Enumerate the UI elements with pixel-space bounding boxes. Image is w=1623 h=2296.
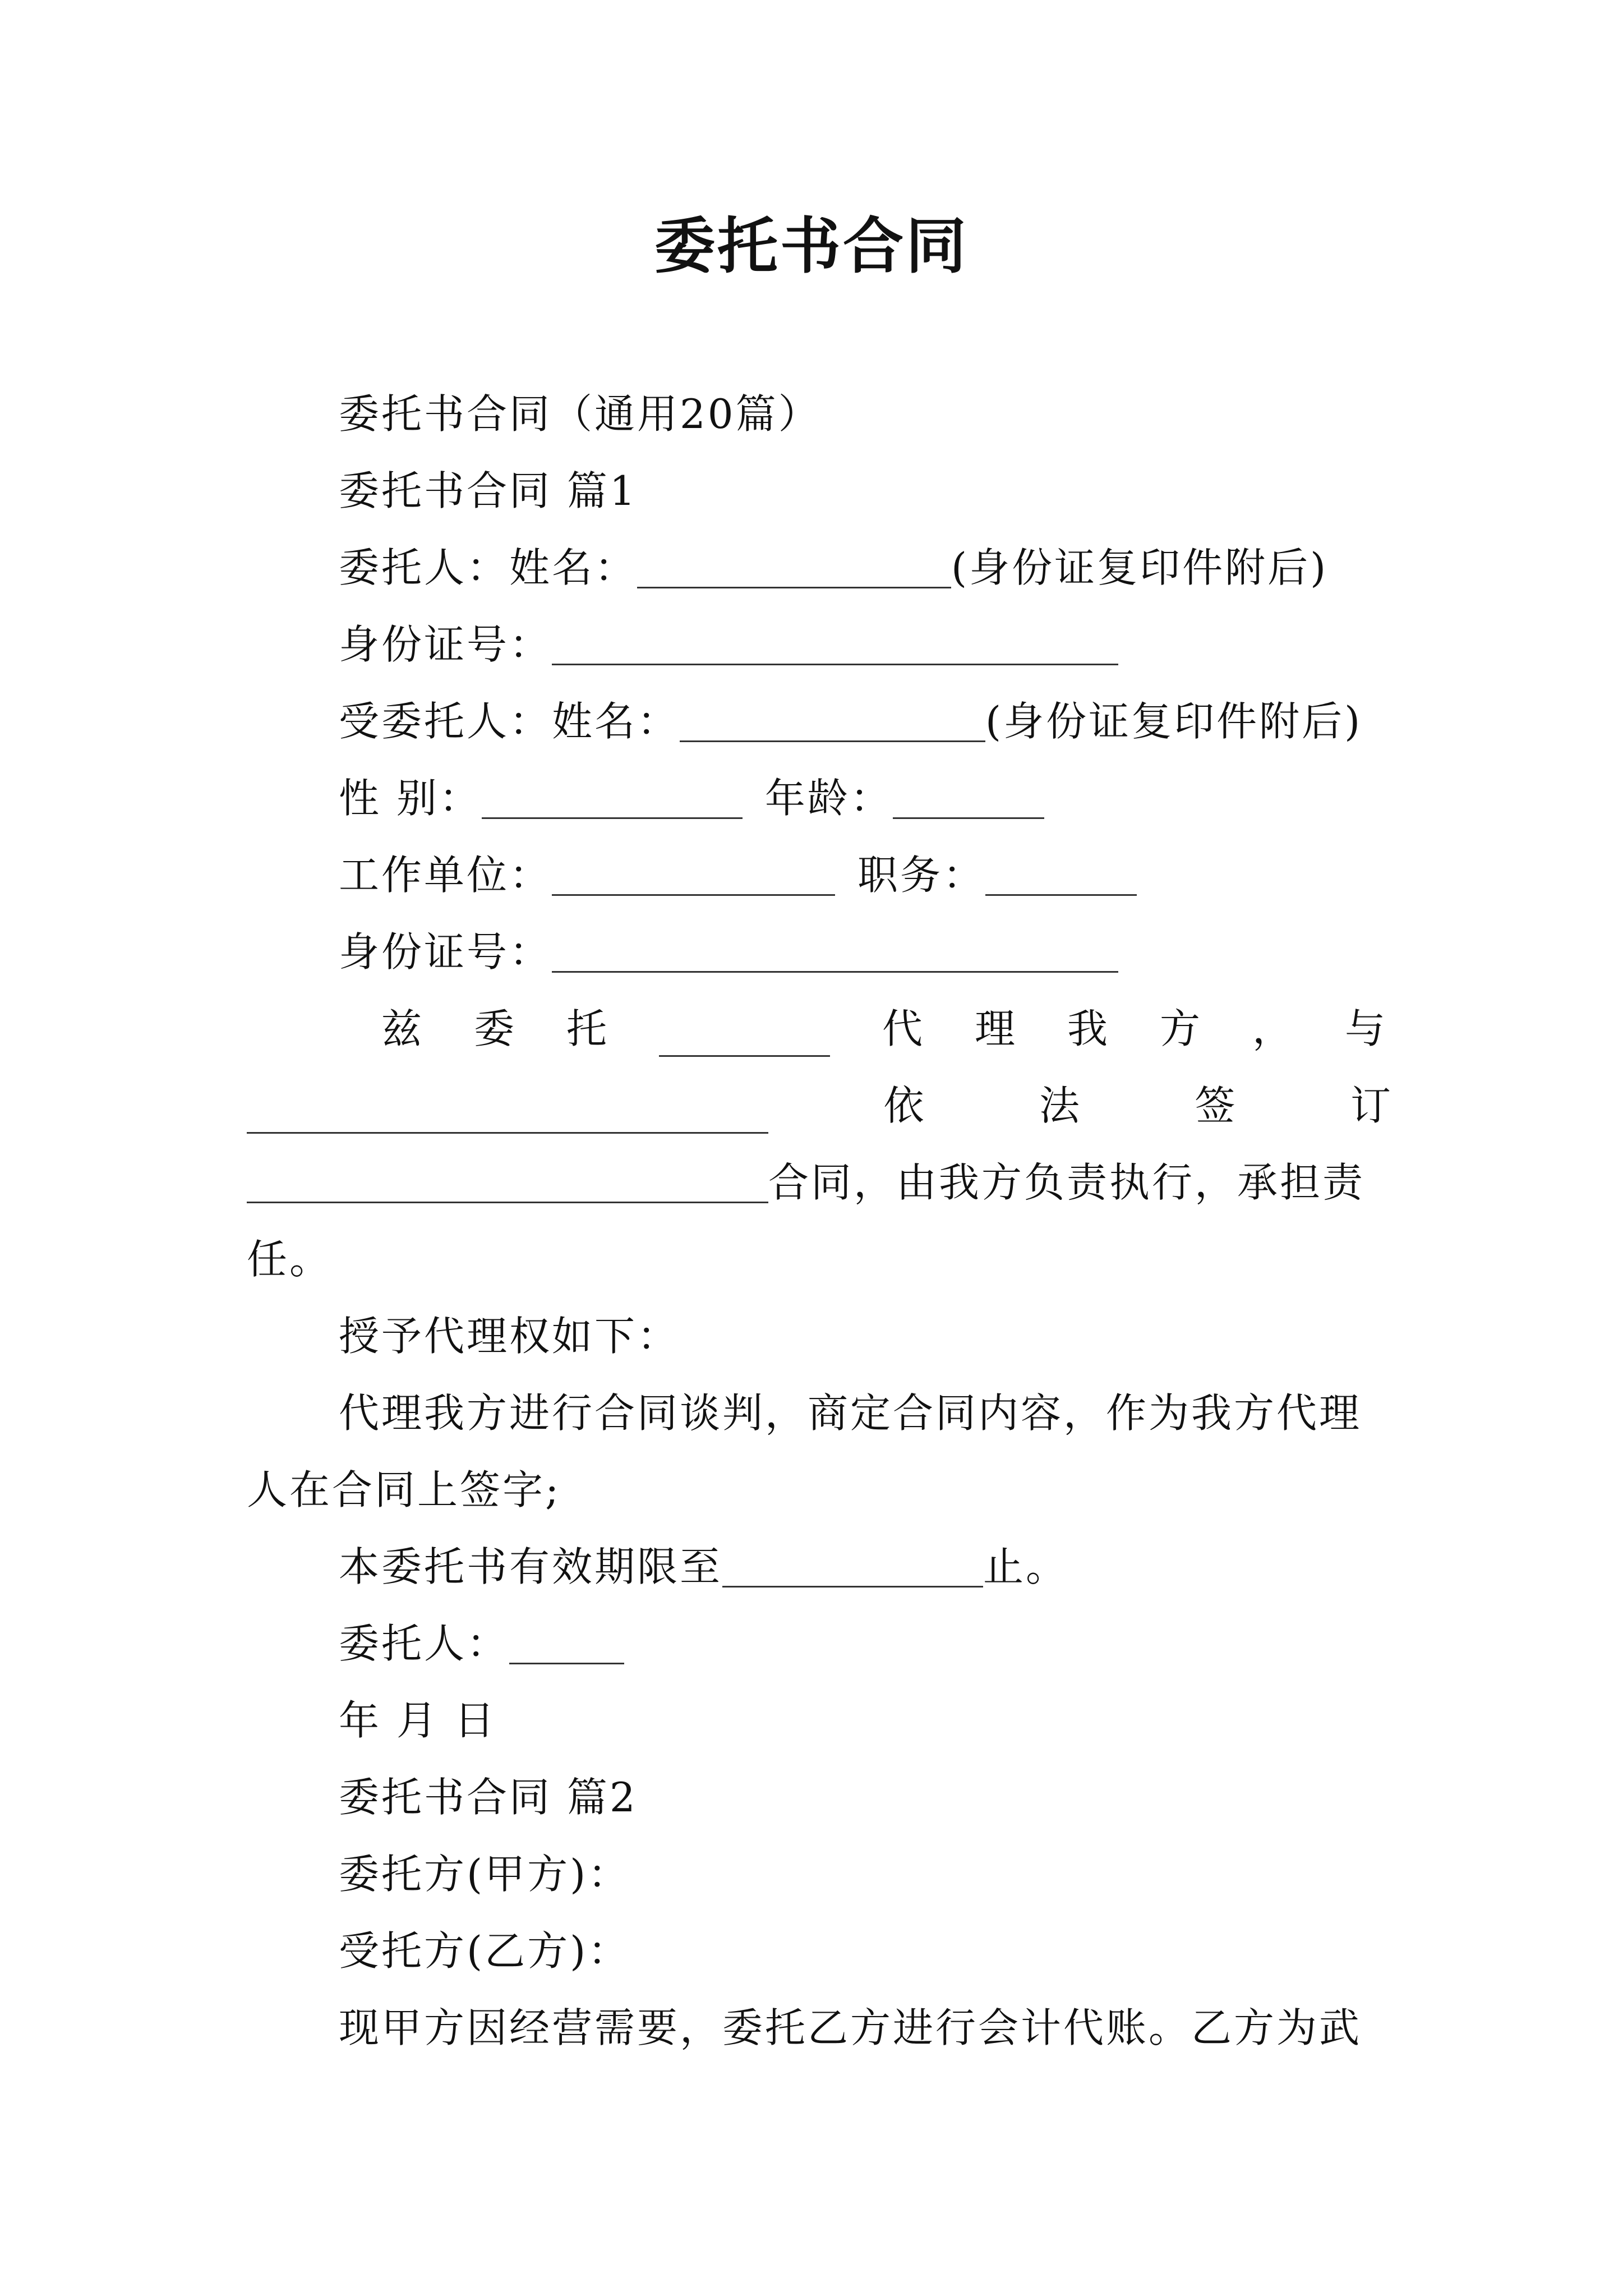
gender-blank[interactable] (482, 784, 743, 819)
document-title: 委托书合同 (654, 211, 969, 282)
id-number-line-2 (339, 924, 1118, 980)
entrust-word: 方 (1159, 1005, 1200, 1052)
agent-name-blank[interactable] (680, 707, 985, 742)
sign-word: 依 (883, 1082, 924, 1129)
agent-blank[interactable] (659, 1022, 830, 1057)
entrust-word: 托 (566, 1005, 607, 1052)
party-b-line: 受托方(乙方)： (339, 1927, 631, 1975)
id-label-2: 身份证号： (339, 928, 552, 976)
age-label: 年龄： (764, 775, 893, 822)
counterparty-blank[interactable] (247, 1098, 768, 1134)
gender-label: 性 别： (339, 775, 482, 822)
entrust-word: 理 (974, 1005, 1015, 1052)
part1-heading: 委托书合同 篇1 (339, 467, 638, 514)
principal-label: 委托人：姓名： (339, 544, 638, 591)
sign-word: 订 (1350, 1082, 1391, 1129)
id-label-1: 身份证号： (339, 621, 552, 668)
id-copy-note-2: (身份证复印件附后) (985, 698, 1363, 745)
part2-heading: 委托书合同 篇2 (339, 1774, 638, 1821)
contract-tail: 合同，由我方负责执行，承担责 (768, 1159, 1366, 1206)
authority-item-line-1: 代理我方进行合同谈判，商定合同内容，作为我方代理 (339, 1389, 1362, 1437)
work-unit-blank[interactable] (552, 861, 835, 896)
entrust-word: 代 (882, 1005, 923, 1052)
principal-sign-label: 委托人： (339, 1620, 510, 1667)
authority-heading: 授予代理权如下： (339, 1313, 680, 1360)
part2-body-line: 现甲方因经营需要，委托乙方进行会计代账。乙方为武 (339, 2004, 1362, 2051)
principal-name-blank[interactable] (637, 553, 951, 588)
id-number-blank-2[interactable] (552, 937, 1118, 973)
work-unit-line (339, 847, 1137, 903)
agent-name-line (339, 693, 1362, 749)
gender-age-line (339, 770, 1044, 826)
entrust-word: 委 (474, 1005, 515, 1052)
principal-sign-line (339, 1616, 624, 1672)
work-unit-label: 工作单位： (339, 852, 552, 899)
validity-date-blank[interactable] (722, 1552, 983, 1588)
position-blank[interactable] (985, 861, 1137, 896)
entrust-clause-line-1 (381, 1001, 1385, 1057)
entrust-word: 兹 (381, 1005, 422, 1052)
entrust-clause-line-4: 任。 (247, 1236, 333, 1283)
entrust-word: 与 (1344, 1005, 1385, 1052)
principal-name-line (339, 540, 1328, 596)
id-number-blank-1[interactable] (552, 630, 1118, 665)
sign-word: 签 (1195, 1082, 1235, 1129)
entrust-clause-line-2 (247, 1078, 1391, 1134)
validity-line (339, 1539, 1068, 1595)
validity-suffix: 止。 (983, 1543, 1069, 1590)
id-number-line-1 (339, 616, 1118, 673)
entrust-word: ， (1252, 1005, 1293, 1052)
age-blank[interactable] (893, 784, 1044, 819)
id-copy-note-1: (身份证复印件附后) (951, 544, 1329, 591)
subtitle: 委托书合同（通用20篇） (339, 390, 821, 438)
principal-sign-blank[interactable] (509, 1629, 624, 1664)
position-label: 职务： (857, 852, 986, 899)
authority-item-line-2: 人在合同上签字; (247, 1466, 561, 1513)
contract-name-blank[interactable] (247, 1168, 768, 1203)
entrust-clause-line-3 (247, 1154, 1365, 1211)
agent-label: 受委托人：姓名： (339, 698, 680, 745)
sign-word: 法 (1039, 1082, 1080, 1129)
party-a-line: 委托方(甲方)： (339, 1851, 631, 1898)
entrust-word: 我 (1067, 1005, 1108, 1052)
validity-prefix: 本委托书有效期限至 (339, 1543, 723, 1590)
date-line: 年 月 日 (339, 1697, 497, 1744)
